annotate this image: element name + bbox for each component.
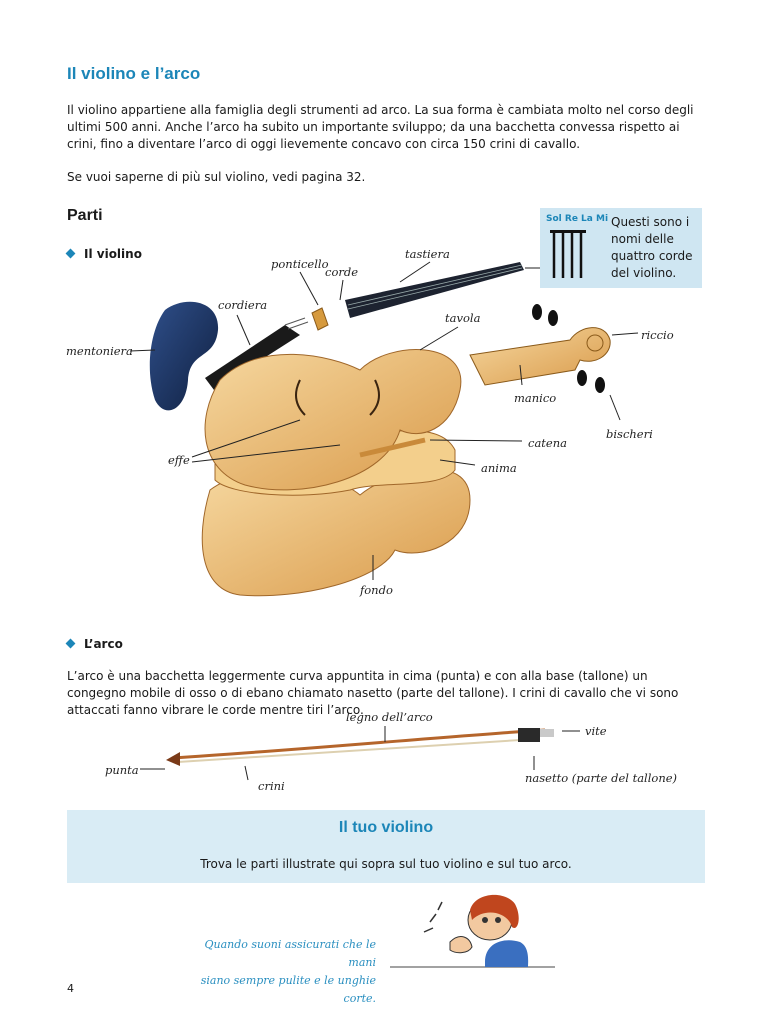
label-ponticello: ponticello bbox=[271, 257, 329, 271]
activity-text: Trova le parti illustrate qui sopra sul tuo violino e sul tuo arco. bbox=[200, 857, 572, 871]
activity-title: Il tuo violino bbox=[338, 819, 434, 836]
label-anima: anima bbox=[481, 461, 517, 475]
label-riccio: riccio bbox=[641, 328, 674, 342]
label-mentoniera: mentoniera bbox=[66, 344, 133, 358]
label-fondo: fondo bbox=[360, 583, 393, 597]
label-bischeri: bischeri bbox=[606, 427, 653, 441]
bridge-shape bbox=[312, 308, 328, 330]
section-title: Parti bbox=[67, 207, 103, 224]
page-number: 4 bbox=[67, 982, 74, 995]
strings-names: Sol Re La Mi bbox=[546, 214, 609, 224]
label-crini: crini bbox=[258, 779, 285, 793]
bow-heading-label: L’arco bbox=[84, 637, 123, 651]
violin-heading-label: Il violino bbox=[84, 247, 142, 261]
tip-line-2: siano sempre pulite e le unghie corte. bbox=[200, 974, 376, 1005]
label-punta: punta bbox=[105, 763, 139, 777]
label-catena: catena bbox=[528, 436, 567, 450]
label-effe: effe bbox=[168, 453, 190, 467]
label-manico: manico bbox=[514, 391, 557, 405]
label-vite: vite bbox=[585, 724, 607, 738]
label-corde: corde bbox=[325, 265, 359, 279]
bow-heading bbox=[67, 637, 123, 651]
tip-line-1: Quando suoni assicurati che le mani bbox=[204, 938, 376, 969]
label-legno: legno dell’arco bbox=[346, 710, 433, 724]
bow-paragraph: L’arco è una bacchetta leggermente curva appuntita in cima (punta) e con alla base (tallone) un congegno mobile di osso o di ebano chiamato nasetto (parte del tallone). I crini di cavallo che vi sono attaccati fanno vibrare le corde mentre tiri l’arco. bbox=[67, 669, 679, 717]
see-more-text: Se vuoi saperne di più sul violino, vedi pagina 32. bbox=[67, 170, 366, 184]
page-title: Il violino e l’arco bbox=[67, 64, 201, 83]
strings-info-text: Questi sono i nomi delle quattro corde del violino. bbox=[611, 215, 693, 280]
chinrest-shape bbox=[150, 302, 218, 411]
neck-scroll-shape bbox=[470, 328, 610, 385]
tip-text bbox=[186, 936, 376, 1008]
intro-paragraph: Il violino appartiene alla famiglia degli strumenti ad arco. La sua forma è cambiata molto nel corso degli ultimi 500 anni. Anche l’arco ha subito un importante sviluppo; da una bacchetta convessa rispetto ai crini, fino a diventare l’arco di oggi lievemente concavo con circa 150 crini di cavallo. bbox=[67, 103, 694, 151]
label-tastiera: tastiera bbox=[405, 247, 450, 261]
label-cordiera: cordiera bbox=[218, 298, 268, 312]
label-tavola: tavola bbox=[445, 311, 481, 325]
bullet-diamond-icon bbox=[66, 639, 76, 649]
cartoon-musician-illustration bbox=[390, 892, 560, 972]
fingerboard-shape bbox=[345, 262, 524, 318]
label-nasetto: nasetto (parte del tallone) bbox=[525, 771, 678, 785]
